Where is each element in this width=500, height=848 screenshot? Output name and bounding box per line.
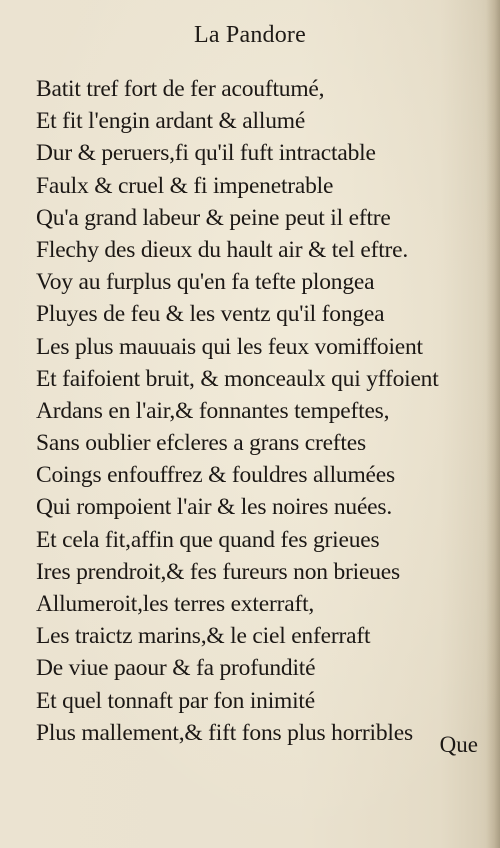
verse-block bbox=[36, 73, 496, 749]
verse-line: Les traictz marins,& le ciel enferraft bbox=[36, 623, 371, 650]
verse-line: Et quel tonnaft par fon inimité bbox=[36, 687, 315, 714]
verse-line: Faulx & cruel & fi impenetrable bbox=[36, 172, 334, 199]
verse-line: Qu'a grand labeur & peine peut il eftre bbox=[36, 204, 391, 231]
verse-line: Coings enfouffrez & fouldres allumées bbox=[36, 462, 395, 489]
verse-line: Plus mallement,& fift fons plus horribles bbox=[36, 719, 413, 746]
verse-line: Et cela fit,affin que quand fes grieues bbox=[36, 526, 380, 553]
running-header: La Pandore bbox=[194, 22, 306, 48]
verse-line: Et faifoient bruit, & monceaulx qui yffoient bbox=[36, 365, 439, 392]
verse-line: Ires prendroit,& fes fureurs non brieues bbox=[36, 558, 400, 585]
verse-line: De viue paour & fa profundité bbox=[36, 655, 316, 682]
verse-line: Les plus mauuais qui les feux vomiffoient bbox=[36, 333, 423, 360]
verse-line: Qui rompoient l'air & les noires nuées. bbox=[36, 494, 393, 521]
verse-line: Batit tref fort de fer acouftumé, bbox=[36, 76, 325, 102]
verse-line: Ardans en l'air,& fonnantes tempeftes, bbox=[36, 397, 390, 424]
verse-line: Pluyes de feu & les ventz qu'il fongea bbox=[36, 301, 385, 328]
verse-line: Allumeroit,les terres exterraft, bbox=[36, 591, 315, 617]
verse-line: Et fit l'engin ardant & allumé bbox=[36, 108, 306, 135]
verse-line: Dur & peruers,fi qu'il fuft intractable bbox=[36, 140, 376, 167]
verse-line: Voy au furplus qu'en fa tefte plongea bbox=[36, 269, 375, 296]
verse-line: Sans oublier efcleres a grans creftes bbox=[36, 430, 366, 457]
catchword: Que bbox=[439, 732, 478, 757]
verse-line: Flechy des dieux du hault air & tel eftre. bbox=[36, 236, 409, 263]
